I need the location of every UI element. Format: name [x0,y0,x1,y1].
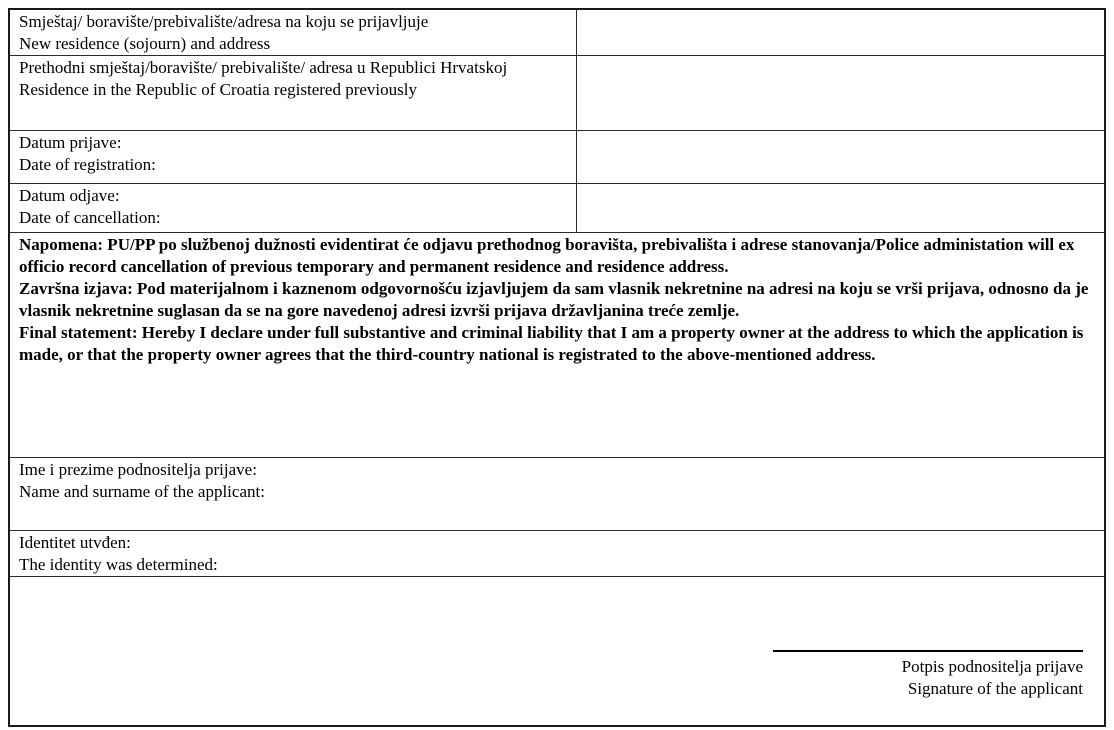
signature-label-en: Signature of the applicant [907,679,1083,698]
table-row-identity [9,531,1105,577]
signature-block [773,650,1083,700]
registration-date-label-en: Date of registration: [19,155,156,174]
previous-residence-label-cell [9,56,577,131]
table-row-cancellation-date [9,184,1105,233]
cancellation-date-value-cell [577,184,1106,233]
signature-cell [9,577,1105,726]
registration-date-value-cell [577,131,1106,184]
signature-label-hr: Potpis podnositelja prijave [901,657,1083,676]
applicant-name-cell [9,458,1105,531]
applicant-name-label-hr: Ime i prezime podnositelja prijave: [19,460,257,479]
registration-form-table [8,8,1106,727]
table-row-applicant-name [9,458,1105,531]
new-residence-value-cell [577,9,1106,56]
new-residence-label-cell [9,9,577,56]
final-statement-paragraph-en: Final statement: Hereby I declare under full substantive and criminal liability that I am a property owner at the address to which the application is made, or that the property owner agrees that the third-country national is registrated to the above-mentioned address. [19,323,1084,364]
previous-residence-label-hr: Prethodni smještaj/boravište/ prebivalište/ adresa u Republici Hrvatskoj [19,58,508,77]
table-row-new-residence [9,9,1105,56]
registration-date-label-cell [9,131,577,184]
identity-label-en: The identity was determined: [19,555,218,574]
table-row-registration-date [9,131,1105,184]
table-row-signature [9,577,1105,726]
note-cell [9,233,1105,458]
note-paragraph: Napomena: PU/PP po službenoj dužnosti evidentirat će odjavu prethodnog boravišta, prebivališta i adrese stanovanja/Police administation will ex officio record cancellation of previous temporary and permanent residence and residence address. [19,235,1075,276]
new-residence-label-en: New residence (sojourn) and address [19,34,271,53]
table-row-note [9,233,1105,458]
new-residence-label-hr: Smještaj/ boravište/prebivalište/adresa na koju se prijavljuje [19,12,429,31]
cancellation-date-label-hr: Datum odjave: [19,186,120,205]
previous-residence-value-cell [577,56,1106,131]
table-row-previous-residence [9,56,1105,131]
applicant-name-label-en: Name and surname of the applicant: [19,482,265,501]
identity-cell [9,531,1105,577]
identity-label-hr: Identitet utvđen: [19,533,131,552]
final-statement-paragraph-hr: Završna izjava: Pod materijalnom i kaznenom odgovornošću izjavljujem da sam vlasnik nekretnine na adresi na koju se vrši prijava, odnosno da je vlasnik nekretnine suglasan da se na gore navedenoj adresi izvrši prijava državljanina treće zemlje. [19,279,1089,320]
registration-date-label-hr: Datum prijave: [19,133,122,152]
cancellation-date-label-en: Date of cancellation: [19,208,161,227]
previous-residence-label-en: Residence in the Republic of Croatia registered previously [19,80,417,99]
signature-line [773,650,1083,654]
cancellation-date-label-cell [9,184,577,233]
